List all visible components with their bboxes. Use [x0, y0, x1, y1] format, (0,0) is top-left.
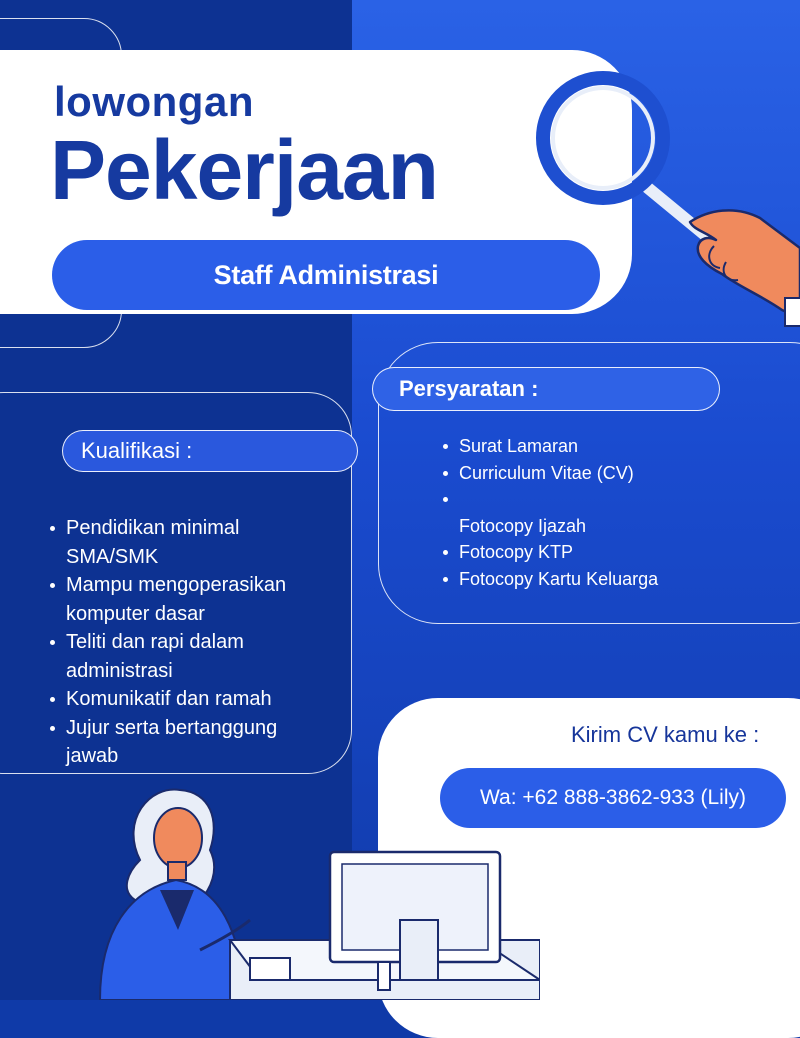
list-item: Mampu mengoperasikan komputer dasar: [50, 571, 315, 628]
list-item: Pendidikan minimal SMA/SMK: [50, 514, 315, 571]
requirements-list: [443, 433, 658, 592]
list-item: [443, 486, 658, 513]
list-item: Curriculum Vitae (CV): [443, 460, 658, 487]
woman-at-desk-illustration: [80, 780, 540, 1000]
pointing-hand-illustration: [690, 210, 800, 326]
magnifying-glass-icon: [530, 70, 800, 330]
title-big: Pekerjaan: [50, 123, 438, 217]
requirements-heading-pill: [372, 367, 720, 411]
position-label: Staff Administrasi: [213, 259, 439, 290]
title-small: lowongan: [54, 78, 254, 125]
list-item: Komunikatif dan ramah: [50, 685, 315, 714]
position-pill: [52, 240, 600, 310]
list-item: Fotocopy Kartu Keluarga: [443, 566, 658, 593]
qualifications-heading-pill: [62, 430, 358, 472]
whatsapp-number: Wa: +62 888-3862-933 (Lily): [480, 786, 746, 809]
list-item: Teliti dan rapi dalam administrasi: [50, 628, 315, 685]
list-item: Surat Lamaran: [443, 433, 658, 460]
qualifications-heading: Kualifikasi :: [81, 438, 193, 463]
list-item-unbulleted: Fotocopy Ijazah: [459, 515, 587, 536]
list-item: Fotocopy KTP: [443, 539, 658, 566]
requirements-heading: Persyaratan :: [399, 376, 539, 401]
list-item: Jujur serta bertanggung jawab: [50, 714, 315, 771]
qualifications-list: [50, 514, 315, 771]
contact-label: Kirim CV kamu ke :: [571, 722, 760, 747]
